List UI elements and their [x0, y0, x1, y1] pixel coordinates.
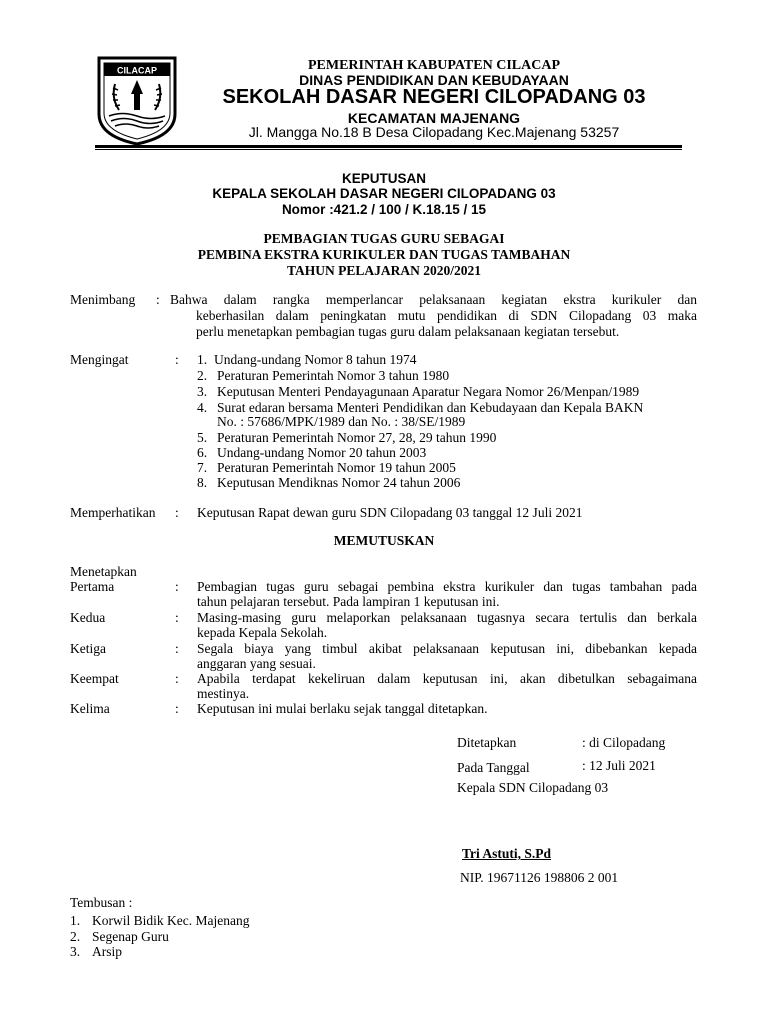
decision-text: anggaran yang sesuai.: [197, 656, 316, 671]
school-name: SEKOLAH DASAR NEGERI CILOPADANG 03: [222, 86, 646, 108]
mengingat-colon: :: [175, 352, 179, 367]
menimbang-line: keberhasilan dalam peningkatan mutu pendidikan di SDN Cilopadang 03 maka: [196, 308, 697, 323]
decision-text: Apabila terdapat kekeliruan dalam keputusan ini, akan dibetulkan sebagaimana: [197, 671, 697, 686]
decision-label: Kedua: [70, 610, 106, 625]
mengingat-item: Peraturan Pemerintah Nomor 27, 28, 29 tahun 1990: [217, 430, 497, 445]
subject-line-2: PEMBINA EKSTRA KURIKULER DAN TUGAS TAMBAHAN: [197, 247, 571, 262]
tembusan-item: Korwil Bidik Kec. Majenang: [92, 913, 250, 928]
mengingat-item: Keputusan Mendiknas Nomor 24 tahun 2006: [217, 475, 461, 490]
tanggal-value: : 12 Juli 2021: [582, 758, 656, 773]
tembusan-item: Segenap Guru: [92, 929, 169, 944]
decree-number: Nomor :421.2 / 100 / K.18.15 / 15: [281, 202, 487, 217]
logo-text: CILACAP: [117, 65, 157, 76]
decree-title: KEPUTUSAN: [341, 171, 426, 186]
ditetapkan-value: : di Cilopadang: [582, 735, 666, 750]
letterhead-rule-thick: [95, 145, 682, 148]
mengingat-item: Peraturan Pemerintah Nomor 3 tahun 1980: [217, 368, 450, 383]
memperhatikan-colon: :: [175, 505, 179, 520]
district-name: KECAMATAN MAJENANG: [347, 110, 521, 126]
tembusan-item-number: 2.: [70, 929, 81, 944]
menimbang-line: Bahwa dalam rangka memperlancar pelaksanaan kegiatan ekstra kurikuler dan: [170, 292, 697, 307]
decree-subtitle: KEPALA SEKOLAH DASAR NEGERI CILOPADANG 03: [212, 186, 556, 201]
mengingat-item: Undang-undang Nomor 8 tahun 1974: [214, 352, 417, 367]
mengingat-item-number: 6.: [197, 445, 208, 460]
school-address: Jl. Mangga No.18 B Desa Cilopadang Kec.Majenang 53257: [248, 124, 620, 140]
decision-text: kepada Kepala Sekolah.: [197, 625, 328, 640]
signatory-nip: NIP. 19671126 198806 2 001: [460, 870, 619, 885]
decision-text: Pembagian tugas guru sebagai pembina ekstra kurikuler dan tugas tambahan pada: [197, 579, 697, 594]
ditetapkan-label: Ditetapkan: [457, 735, 517, 750]
menimbang-colon: :: [156, 292, 160, 307]
mengingat-label: Mengingat: [70, 352, 129, 367]
letterhead-rule-thin: [95, 149, 682, 150]
decision-text: Masing-masing guru melaporkan pelaksanaan tugasnya secara tertulis dan berkala: [197, 610, 697, 625]
tembusan-label: Tembusan :: [70, 895, 133, 910]
menimbang-line: perlu menetapkan pembagian tugas guru dalam pelaksanaan kegiatan tersebut.: [196, 324, 620, 339]
decision-label: Ketiga: [70, 641, 106, 656]
decision-label: Keempat: [70, 671, 119, 686]
mengingat-item-number: 5.: [197, 430, 208, 445]
decision-colon: :: [175, 579, 179, 594]
mengingat-item-number: 1.: [197, 352, 208, 367]
menetapkan-label: Menetapkan: [70, 564, 137, 579]
decision-text: Segala biaya yang timbul akibat pelaksanaan keputusan ini, dibebankan kepada: [197, 641, 697, 656]
mengingat-item-number: 4.: [197, 400, 208, 415]
subject-line-1: PEMBAGIAN TUGAS GURU SEBAGAI: [263, 231, 505, 246]
tembusan-item-number: 1.: [70, 913, 81, 928]
subject-line-3: TAHUN PELAJARAN 2020/2021: [286, 263, 481, 278]
cilacap-regency-logo: [95, 54, 179, 146]
decision-colon: :: [175, 671, 179, 686]
memutuskan-heading: MEMUTUSKAN: [333, 533, 435, 548]
mengingat-item-continuation: No. : 57686/MPK/1989 dan No. : 38/SE/1989: [217, 414, 466, 429]
mengingat-item-number: 2.: [197, 368, 208, 383]
decision-colon: :: [175, 641, 179, 656]
memperhatikan-text: Keputusan Rapat dewan guru SDN Cilopadang 03 tanggal 12 Juli 2021: [197, 505, 583, 520]
menimbang-label: Menimbang: [70, 292, 136, 307]
mengingat-item: Keputusan Menteri Pendayagunaan Aparatur Negara Nomor 26/Menpan/1989: [217, 384, 640, 399]
signatory-name: Tri Astuti, S.Pd: [462, 846, 552, 861]
mengingat-item-number: 7.: [197, 460, 208, 475]
memperhatikan-label: Memperhatikan: [70, 505, 156, 520]
decision-colon: :: [175, 610, 179, 625]
mengingat-item: Surat edaran bersama Menteri Pendidikan dan Kebudayaan dan Kepala BAKN: [217, 400, 644, 415]
department-header: DINAS PENDIDIKAN DAN KEBUDAYAAN: [299, 72, 569, 88]
tembusan-item-number: 3.: [70, 944, 81, 959]
decision-text: tahun pelajaran tersebut. Pada lampiran 1 keputusan ini.: [197, 594, 500, 609]
tembusan-item: Arsip: [92, 944, 122, 959]
decision-label: Kelima: [70, 701, 110, 716]
decision-label: Pertama: [70, 579, 115, 594]
tanggal-label: Pada Tanggal: [457, 760, 530, 775]
mengingat-item: Peraturan Pemerintah Nomor 19 tahun 2005: [217, 460, 456, 475]
decision-text: Keputusan ini mulai berlaku sejak tanggal ditetapkan.: [197, 701, 488, 716]
mengingat-item-number: 3.: [197, 384, 208, 399]
signatory-position: Kepala SDN Cilopadang 03: [457, 780, 609, 795]
government-header: PEMERINTAH KABUPATEN CILACAP: [307, 58, 560, 73]
mengingat-item: Undang-undang Nomor 20 tahun 2003: [217, 445, 427, 460]
mengingat-item-number: 8.: [197, 475, 208, 490]
decision-text: mestinya.: [197, 686, 250, 701]
decision-colon: :: [175, 701, 179, 716]
